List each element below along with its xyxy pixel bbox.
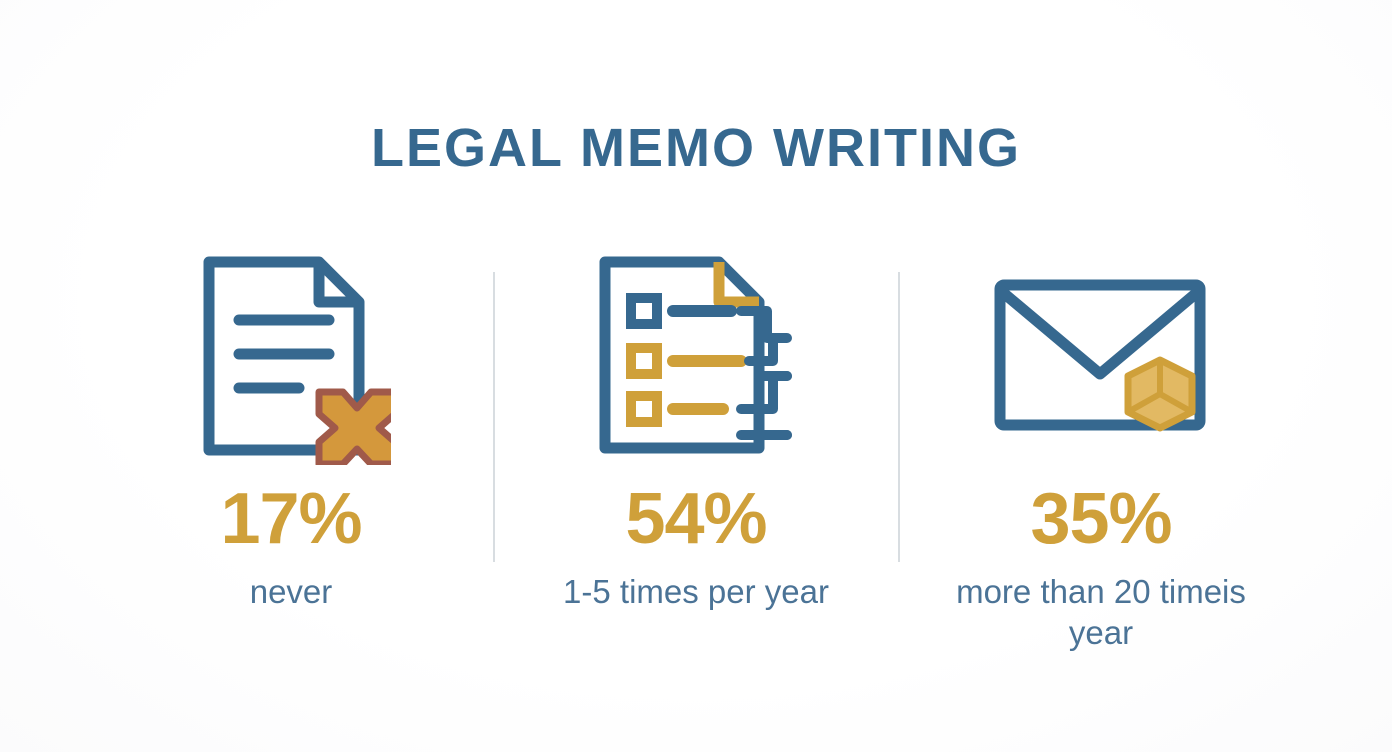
divider-1 [493,272,495,562]
page-title-text: LEGAL MEMO WRITING [371,118,1021,178]
stat-item-more-than-20 [906,250,1296,654]
document-with-x-icon [191,250,391,465]
document-checklist-icon [591,250,801,465]
stat-caption-3: more than 20 timeis year [956,573,1246,652]
stat-item-1-5-times [501,250,891,612]
page-title [0,112,1392,176]
stat-caption-2: 1-5 times per year [563,573,829,610]
stat-item-never [96,250,486,612]
divider-2 [898,272,900,562]
stat-percent-3: 35% [1030,479,1172,559]
icon-container-1 [191,250,391,465]
stat-percent-2: 54% [625,479,767,559]
stats-row [96,250,1296,654]
stat-caption-1: never [249,573,333,610]
icon-container-3 [986,250,1216,465]
stat-percent-1: 17% [220,479,362,559]
icon-container-2 [591,250,801,465]
envelope-with-wax-seal-icon [986,250,1216,465]
